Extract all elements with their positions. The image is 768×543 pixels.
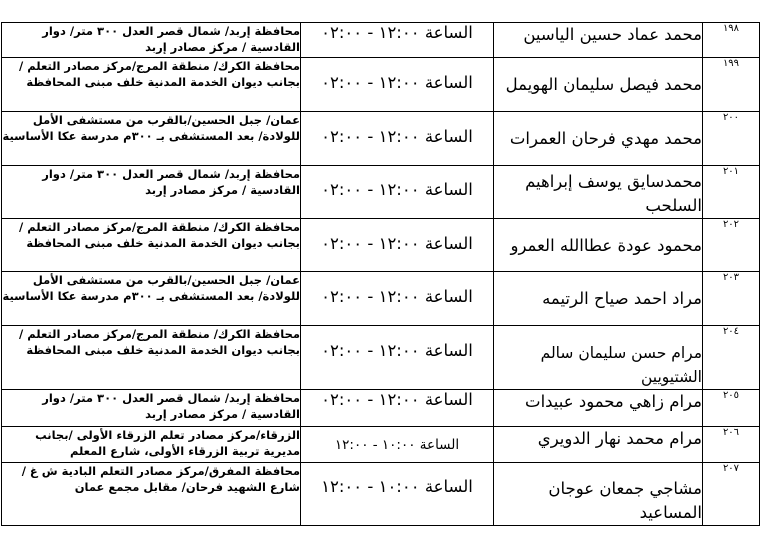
exam-time: الساعة ١٠:٠٠ - ١٢:٠٠ — [301, 463, 494, 526]
exam-time: الساعة ١٢:٠٠ - ٠٢:٠٠ — [301, 112, 494, 166]
row-number: ٢٠١ — [703, 166, 760, 219]
candidate-name: محمد عماد حسين الياسين — [494, 23, 703, 58]
candidate-name: محمود عودة عطاالله العمرو — [494, 219, 703, 272]
row-number: ٢٠٦ — [703, 427, 760, 463]
row-number: ٢٠٥ — [703, 390, 760, 427]
table-row — [2, 166, 760, 219]
candidate-name: مراد احمد صياح الرتيمه — [494, 272, 703, 326]
table-row — [2, 58, 760, 112]
exam-location: الزرقاء/مركز مصادر تعلم الزرقاء الأولى /بجانب مديرية تربية الزرقاء الأولى، شارع المعلم — [2, 427, 301, 463]
exam-location: محافظة الكرك/ منطقة المرج/مركز مصادر التعلم / بجانب ديوان الخدمة المدنية خلف مبنى المحافظة — [2, 326, 301, 390]
row-number: ٢٠٢ — [703, 219, 760, 272]
row-number: ٢٠٣ — [703, 272, 760, 326]
exam-time: الساعة ١٢:٠٠ - ٠٢:٠٠ — [301, 219, 494, 272]
table-row — [2, 427, 760, 463]
table-row — [2, 112, 760, 166]
exam-time: الساعة ١٢:٠٠ - ٠٢:٠٠ — [301, 58, 494, 112]
exam-time: الساعة ١٢:٠٠ - ٠٢:٠٠ — [301, 272, 494, 326]
exam-location: محافظة إربد/ شمال قصر العدل ٣٠٠ متر/ دوار القادسية / مركز مصادر إربد — [2, 390, 301, 427]
exam-location: محافظة الكرك/ منطقة المرج/مركز مصادر التعلم / بجانب ديوان الخدمة المدنية خلف مبنى المحافظة — [2, 219, 301, 272]
candidate-name: محمد مهدي فرحان العمرات — [494, 112, 703, 166]
table-row — [2, 219, 760, 272]
table-row — [2, 272, 760, 326]
table-row — [2, 23, 760, 58]
table-row — [2, 326, 760, 390]
exam-location: محافظة إربد/ شمال قصر العدل ٣٠٠ متر/ دوار القادسية / مركز مصادر إربد — [2, 166, 301, 219]
exam-time: الساعة ١٢:٠٠ - ٠٢:٠٠ — [301, 166, 494, 219]
exam-location: محافظة الكرك/ منطقة المرج/مركز مصادر التعلم / بجانب ديوان الخدمة المدنية خلف مبنى المحافظة — [2, 58, 301, 112]
exam-schedule-table — [1, 22, 760, 526]
candidate-name: مرام حسن سليمان سالم الشتيويين — [494, 326, 703, 390]
table-row — [2, 390, 760, 427]
candidate-name: مشاجي جمعان عوجان المساعيد — [494, 463, 703, 526]
exam-location: محافظة المفرق/مركز مصادر التعلم البادية ش غ / شارع الشهيد فرحان/ مقابل مجمع عمان — [2, 463, 301, 526]
exam-time: الساعة ١٢:٠٠ - ٠٢:٠٠ — [301, 390, 494, 427]
exam-location: عمان/ جبل الحسين/بالقرب من مستشفى الأمل للولادة/ بعد المستشفى بـ ٣٠٠م مدرسة عكا الأساسية — [2, 272, 301, 326]
row-number: ٢٠٤ — [703, 326, 760, 390]
candidate-name: مرام زاهي محمود عبيدات — [494, 390, 703, 427]
row-number: ٢٠٠ — [703, 112, 760, 166]
row-number: ٢٠٧ — [703, 463, 760, 526]
candidate-name: محمد فيصل سليمان الهويمل — [494, 58, 703, 112]
table-row — [2, 463, 760, 526]
row-number: ١٩٩ — [703, 58, 760, 112]
exam-time: الساعة ١٢:٠٠ - ٠٢:٠٠ — [301, 326, 494, 390]
candidate-name: محمدسايق يوسف إبراهيم السلحب — [494, 166, 703, 219]
exam-time: الساعة ١٠:٠٠ - ١٢:٠٠ — [301, 427, 494, 463]
exam-time: الساعة ١٢:٠٠ - ٠٢:٠٠ — [301, 23, 494, 58]
row-number: ١٩٨ — [703, 23, 760, 58]
exam-location: محافظة إربد/ شمال قصر العدل ٣٠٠ متر/ دوار القادسية / مركز مصادر إربد — [2, 23, 301, 58]
exam-location: عمان/ جبل الحسين/بالقرب من مستشفى الأمل للولادة/ بعد المستشفى بـ ٣٠٠م مدرسة عكا الأساسية — [2, 112, 301, 166]
candidate-name: مرام محمد نهار الدويري — [494, 427, 703, 463]
